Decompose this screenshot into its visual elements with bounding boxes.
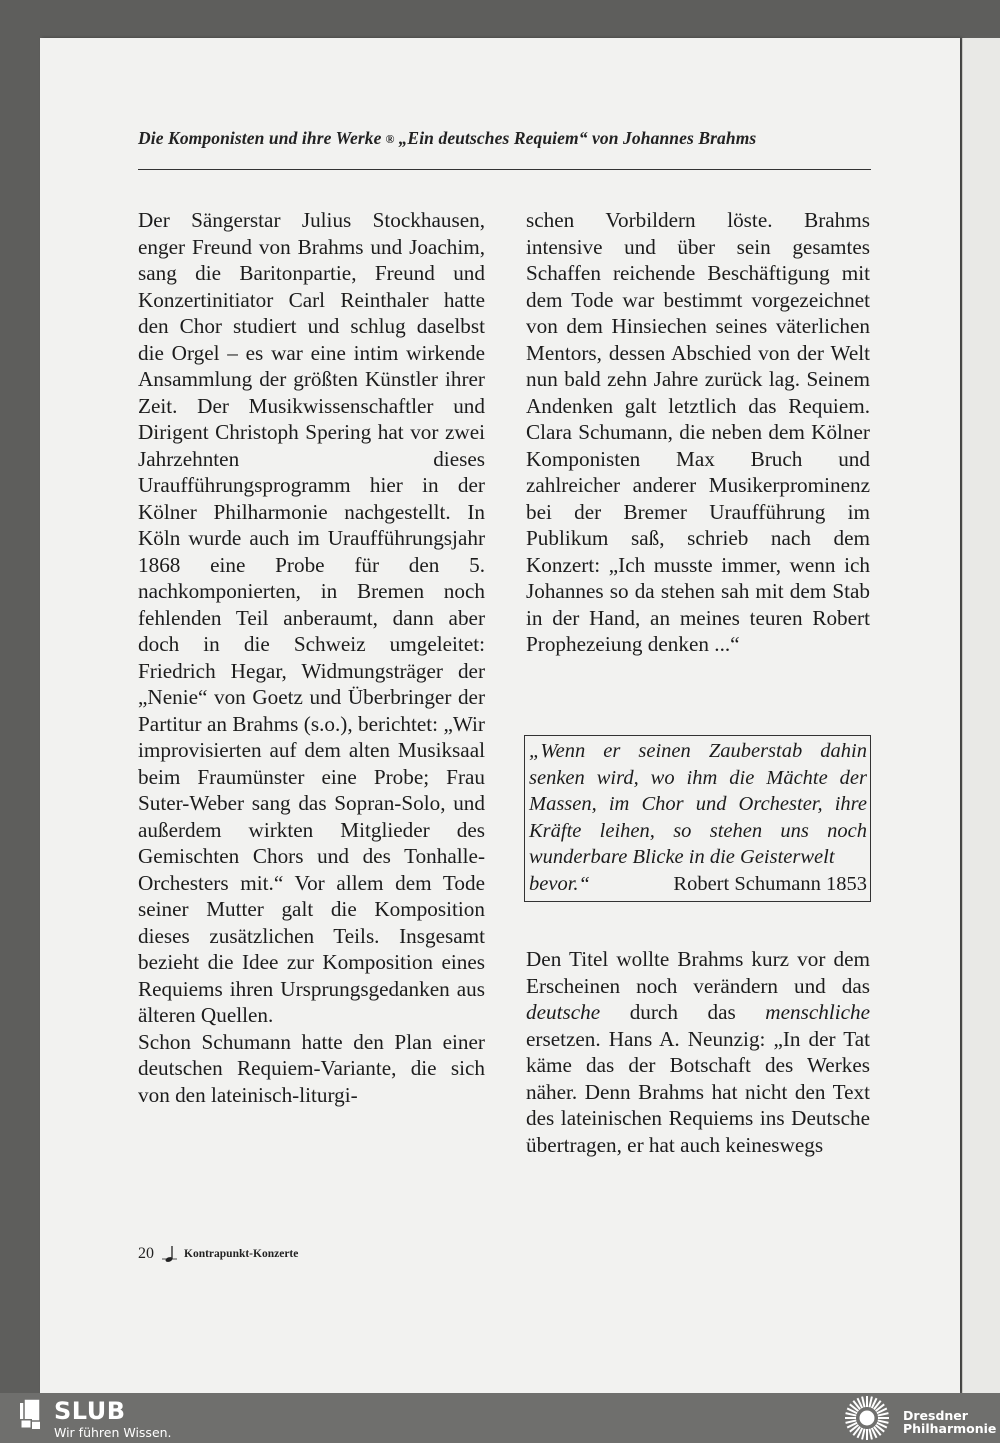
quote-text: „Wenn er seinen Zauberstab dahin senken wird, wo ihm die Mächte der Massen, im Chor und Orchester, ihre Kräfte leihen, so stehen uns noch wunderbare Blicke in die Geisterwelt bbox=[529, 740, 867, 868]
logo-ray bbox=[878, 1420, 889, 1422]
page-number: 20 bbox=[138, 1245, 154, 1262]
right-column-bottom bbox=[526, 946, 870, 1158]
header-separator: ® bbox=[385, 132, 395, 147]
paragraph: schen Vorbildern löste. Brahms intensive und über sein gesamtes Schaffen reichende Beschäftigung mit dem Tode war bestimmt vorgezeichnet von dem Hinsiechen seines väterlichen Mentors, dessen Abschied von der Welt nun bald zehn Jahre zurück lag. Seinem Andenken galt letztlich das Requiem. Clara Schumann, die neben dem Kölner Komponisten Max Bruch und zahlreicher anderer Musikerprominenz bei der Bremer Uraufführung im Publikum saß, schrieb nach dem Konzert: „Ich musste immer, wenn ich Johannes so da stehen sah mit dem Stab in der Hand, an meines teuren Robert Prophezeiung denken ...“ bbox=[526, 208, 870, 656]
header-rule bbox=[138, 169, 871, 170]
logo-ray bbox=[846, 1413, 857, 1415]
text-run: ersetzen. Hans A. Neunzig: „In der Tat käme das der Botschaft des Werkes näher. Denn Brahms hat nicht den Text des lateinischen Requiems ins Deutsche übertragen, er hat auch keineswegs bbox=[526, 1026, 870, 1157]
running-header bbox=[138, 128, 871, 149]
logo-ray bbox=[862, 1397, 864, 1408]
emphasis-deutsche: deutsche bbox=[526, 1000, 601, 1024]
paragraph bbox=[526, 946, 870, 1158]
left-column bbox=[138, 207, 485, 1108]
logo-ray bbox=[869, 1397, 871, 1408]
logo-ray bbox=[869, 1429, 871, 1440]
adjacent-page-edge bbox=[962, 38, 1000, 1393]
logo-ray bbox=[846, 1420, 857, 1422]
header-title: „Ein deutsches Requiem“ von Johannes Brahms bbox=[398, 128, 757, 148]
right-column-top bbox=[526, 207, 870, 658]
partner-name-line1: Dresdner bbox=[903, 1408, 968, 1423]
page-footer bbox=[138, 1245, 298, 1263]
slub-name: SLUB bbox=[54, 1397, 126, 1425]
quote-last-line bbox=[529, 871, 867, 898]
quote-box bbox=[524, 735, 871, 902]
header-section: Die Komponisten und ihre Werke bbox=[138, 128, 382, 148]
emphasis-menschliche: menschliche bbox=[765, 1000, 870, 1024]
quote-text-end: bevor.“ bbox=[529, 872, 590, 895]
partner-name bbox=[903, 1409, 996, 1435]
slub-tagline: Wir führen Wissen. bbox=[54, 1425, 172, 1440]
text-run: Den Titel wollte Brahms kurz vor dem Erscheinen noch verändern und das bbox=[526, 947, 870, 998]
dresdner-philharmonie-logo-icon bbox=[842, 1394, 892, 1442]
partner-name-line2: Philharmonie bbox=[903, 1421, 997, 1436]
quote-attribution: Robert Schumann 1853 bbox=[673, 872, 867, 895]
music-note-icon bbox=[160, 1245, 178, 1263]
logo-ray bbox=[862, 1429, 864, 1440]
paragraph: Schon Schumann hatte den Plan einer deutschen Requiem-Variante, die sich von den lateinisch-liturgi- bbox=[138, 1029, 485, 1107]
footer-brand: Kontrapunkt-Konzerte bbox=[184, 1248, 299, 1260]
logo-ray bbox=[878, 1413, 889, 1415]
paragraph: Der Sängerstar Julius Stockhausen, enger Freund von Brahms und Joachim, sang die Baritonpartie, Freund und Konzertinitiator Carl Reinthaler hatte den Chor studiert und schlug daselbst die Orgel – es war eine intim wirkende Ansammlung der größten Künstler ihrer Zeit. Der Musikwissenschaftler und Dirigent Christoph Spering hat vor zwei Jahrzehnten dieses Uraufführungsprogramm hier in der Kölner Philharmonie nachgestellt. In Köln wurde auch im Uraufführungsjahr 1868 eine Probe für den 5. nachkomponierten, in Bremen noch fehlenden Teil anberaumt, dann aber doch in die Schweiz umgeleitet: Friedrich Hegar, Widmungsträger der „Nenie“ von Goetz und Überbringer der Partitur an Brahms (s.o.), berichtet: „Wir improvisierten auf dem alten Musiksaal beim Fraumünster eine Probe; Frau Suter-Weber sang das Sopran-Solo, und außerdem wirkten Mitglieder des Gemischten Chors und des Tonhalle-Orchesters mit.“ Vor allem dem Tode seiner Mutter galt die Komposition dieses zusätzlichen Teils. Insgesamt bezieht die Idee zur Komposition eines Requiems ihren Ursprungsgedanken aus älteren Quellen. bbox=[138, 208, 485, 1027]
slub-logo-icon bbox=[18, 1399, 42, 1431]
text-run: durch das bbox=[600, 1000, 766, 1024]
